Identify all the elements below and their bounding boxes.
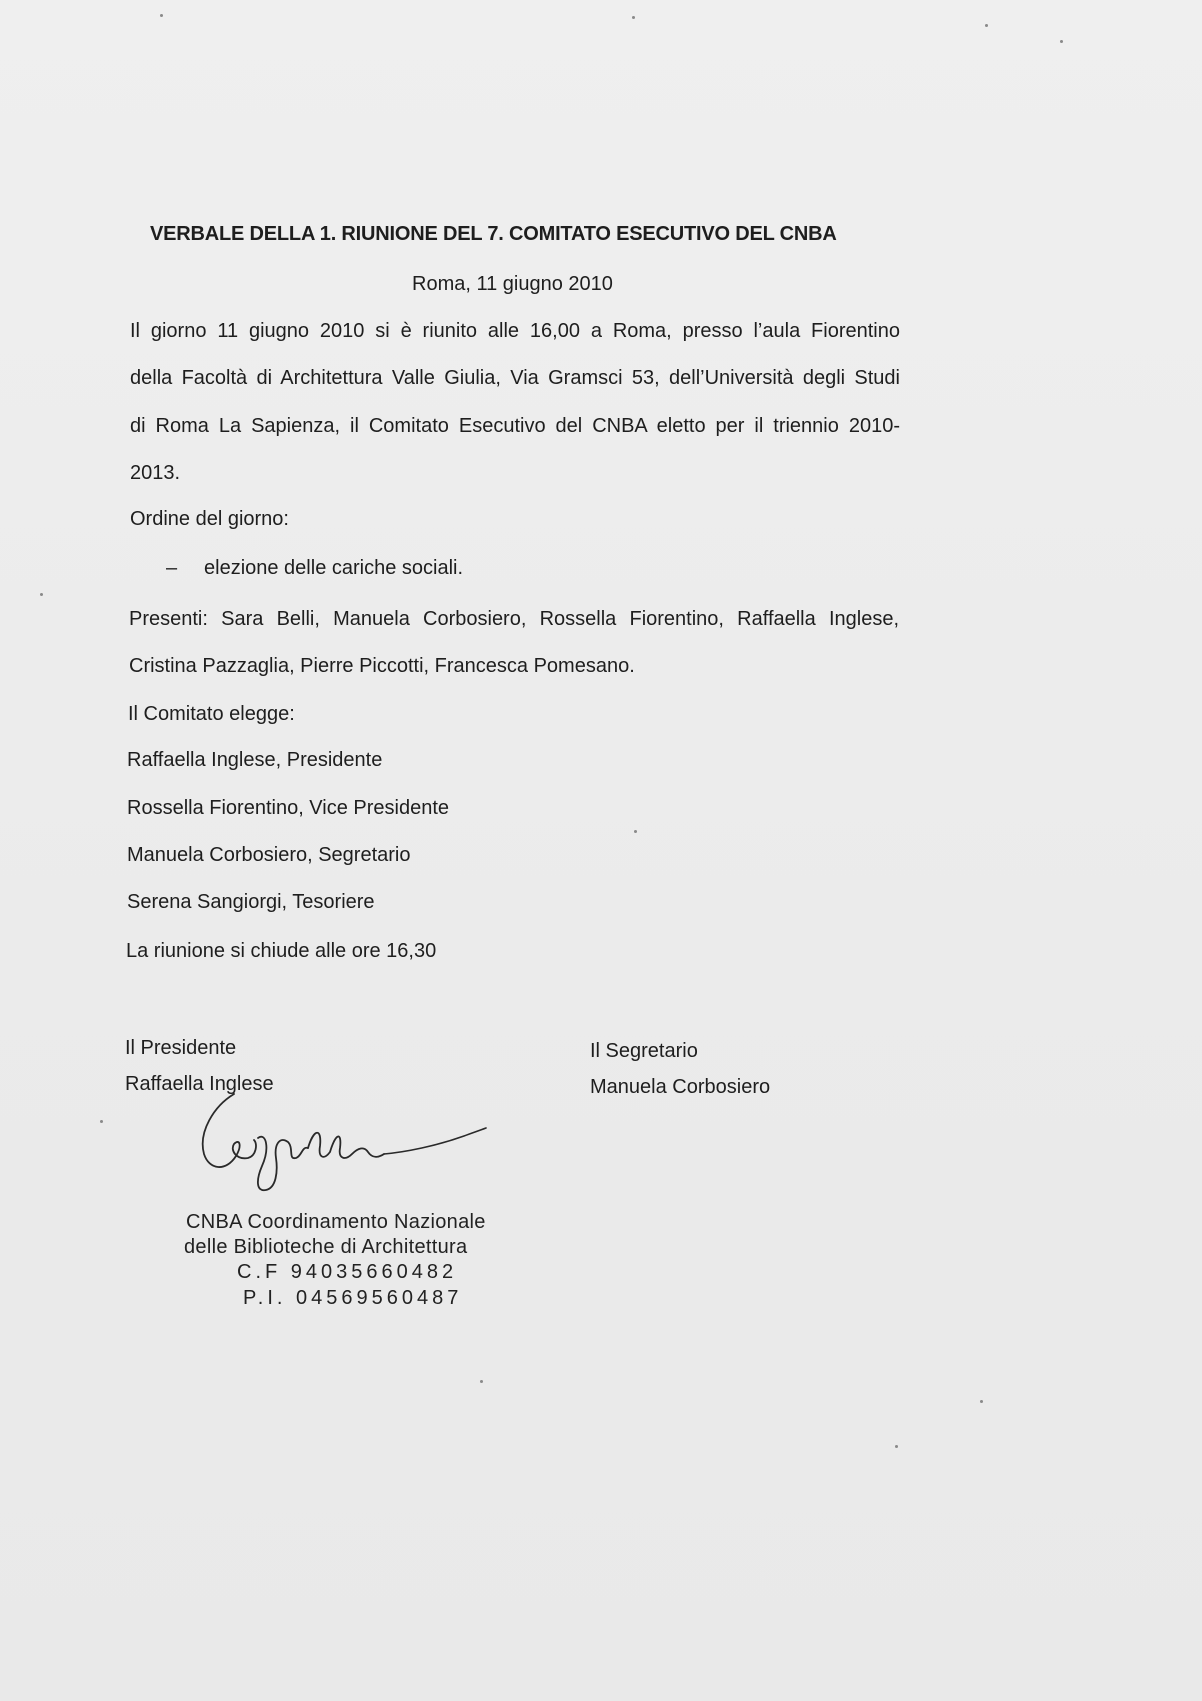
agenda-label: Ordine del giorno: (130, 508, 289, 530)
paper-speck (632, 16, 635, 19)
intro-line-3: di Roma La Sapienza, il Comitato Esecutivo del CNBA eletto per il triennio 2010- (130, 415, 900, 437)
president-role: Il Presidente (125, 1037, 237, 1059)
intro-line-1: Il giorno 11 giugno 2010 si è riunito alle 16,00 a Roma, presso l’aula Fiorentino (130, 320, 900, 342)
agenda-item: elezione delle cariche sociali. (204, 557, 464, 579)
stamp-line-1: CNBA Coordinamento Nazionale (186, 1211, 486, 1233)
stamp-line-2: delle Biblioteche di Architettura (184, 1236, 468, 1258)
paper-speck (634, 830, 637, 833)
document-title: VERBALE DELLA 1. RIUNIONE DEL 7. COMITATO ESECUTIVO DEL CNBA (150, 223, 837, 245)
intro-line-2: della Facoltà di Architettura Valle Giulia, Via Gramsci 53, dell’Università degli Studi (130, 367, 900, 389)
paper-speck (480, 1380, 483, 1383)
paper-speck (100, 1120, 103, 1123)
election-secretary: Manuela Corbosiero, Segretario (127, 844, 411, 866)
closing-line: La riunione si chiude alle ore 16,30 (126, 940, 437, 962)
stamp-line-4: P.I. 04569560487 (243, 1287, 463, 1309)
election-president: Raffaella Inglese, Presidente (127, 749, 383, 771)
paper-speck (895, 1445, 898, 1448)
president-signature (196, 1088, 506, 1198)
paper-speck (160, 14, 163, 17)
secretary-name: Manuela Corbosiero (590, 1076, 771, 1098)
election-vice-president: Rossella Fiorentino, Vice Presidente (127, 797, 450, 819)
paper-speck (980, 1400, 983, 1403)
present-line-2: Cristina Pazzaglia, Pierre Piccotti, Francesca Pomesano. (129, 655, 635, 677)
secretary-role: Il Segretario (590, 1040, 698, 1062)
date-line: Roma, 11 giugno 2010 (412, 273, 613, 295)
paper-speck (985, 24, 988, 27)
agenda-dash: – (166, 557, 178, 579)
present-line-1: Presenti: Sara Belli, Manuela Corbosiero, Rossella Fiorentino, Raffaella Inglese, (129, 608, 899, 630)
intro-line-4: 2013. (130, 462, 181, 484)
paper-speck (40, 593, 43, 596)
paper-speck (1060, 40, 1063, 43)
stamp-line-3: C.F 94035660482 (237, 1261, 458, 1283)
election-treasurer: Serena Sangiorgi, Tesoriere (127, 891, 375, 913)
elects-label: Il Comitato elegge: (128, 703, 295, 725)
president-name: Raffaella Inglese (125, 1073, 274, 1095)
